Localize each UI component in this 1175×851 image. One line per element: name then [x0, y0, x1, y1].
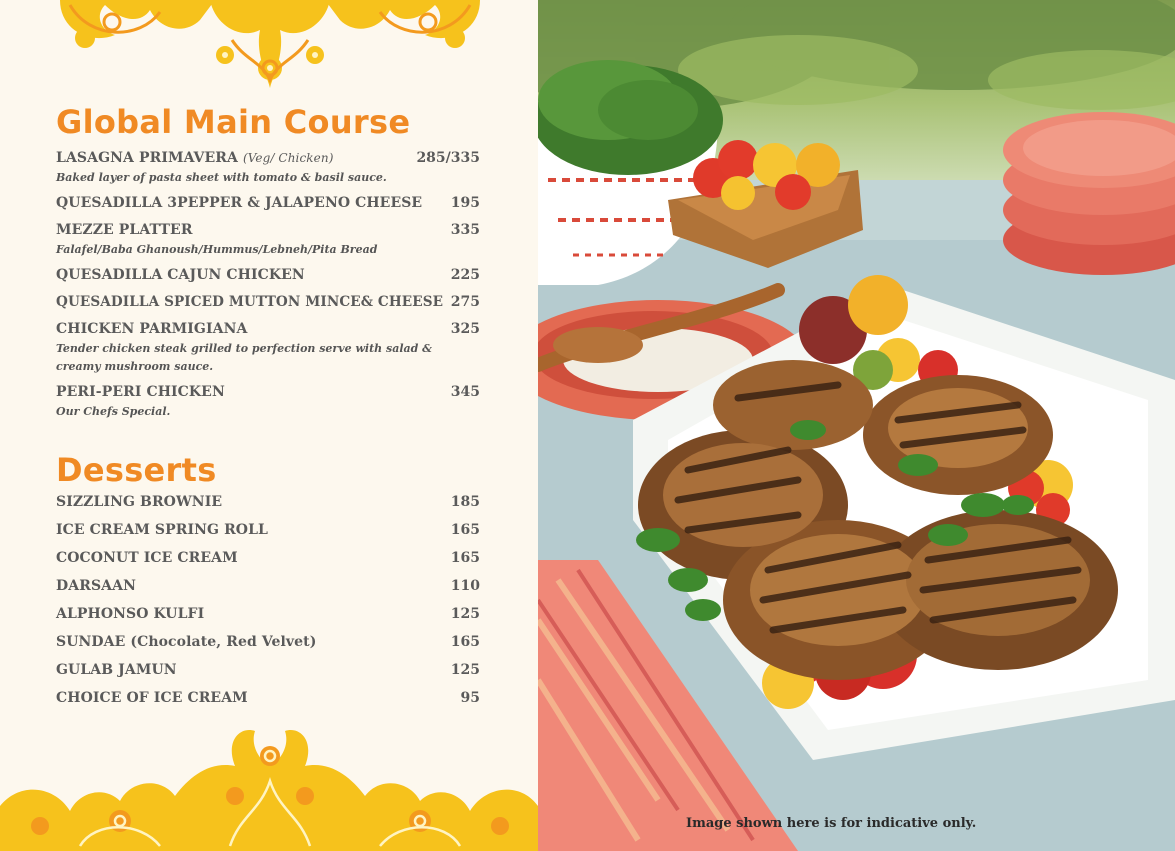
- menu-item: [56, 150, 480, 187]
- item-name: PERI-PERI CHICKEN: [56, 384, 225, 400]
- item-name: QUESADILLA 3PEPPER & JALAPENO CHEESE: [56, 195, 423, 211]
- grilled-chicken-illustration: [538, 0, 1175, 851]
- item-price: 185: [450, 494, 480, 510]
- item-description: Tender chicken steak grilled to perfection serve with salad & creamy mushroom sauce.: [56, 342, 433, 373]
- item-description: Falafel/Baba Ghanoush/Hummus/Lebneh/Pita Bread: [56, 243, 378, 256]
- item-price: 165: [450, 634, 480, 650]
- item-name: GULAB JAMUN: [56, 662, 177, 678]
- menu-item: [56, 321, 480, 376]
- menu-item: [56, 522, 480, 541]
- item-price: 325: [450, 321, 480, 337]
- main-course-list: [56, 150, 480, 421]
- desserts-heading: Desserts: [56, 451, 217, 489]
- menu-panel: [0, 0, 538, 851]
- menu-item: [56, 550, 480, 569]
- item-price: 285/335: [416, 150, 480, 166]
- item-name-wrapper: [56, 150, 333, 166]
- item-price: 165: [450, 522, 480, 538]
- item-price: 110: [450, 578, 480, 594]
- item-name: ALPHONSO KULFI: [56, 606, 205, 622]
- item-price: 225: [450, 267, 480, 283]
- menu-item: [56, 634, 480, 653]
- desserts-list: [56, 494, 480, 709]
- item-name: SUNDAE (Chocolate, Red Velvet): [56, 634, 317, 650]
- item-name: CHOICE OF ICE CREAM: [56, 690, 248, 706]
- item-name: LASAGNA PRIMAVERA: [56, 150, 238, 166]
- item-name: COCONUT ICE CREAM: [56, 550, 238, 566]
- menu-item: [56, 494, 480, 513]
- food-photo: [538, 0, 1175, 851]
- menu-item: [56, 195, 480, 214]
- menu-item: [56, 294, 480, 313]
- top-floral-ornament: [0, 0, 538, 95]
- main-course-heading: Global Main Course: [56, 103, 411, 141]
- item-price: 335: [450, 222, 480, 238]
- item-name: DARSAAN: [56, 578, 136, 594]
- item-note: (Veg/ Chicken): [242, 151, 334, 165]
- menu-item: [56, 222, 480, 259]
- item-name: SIZZLING BROWNIE: [56, 494, 223, 510]
- item-price: 125: [450, 606, 480, 622]
- menu-item: [56, 267, 480, 286]
- disclaimer-text: Image shown here is for indicative only.: [686, 816, 977, 831]
- item-price: 95: [460, 690, 480, 706]
- item-price: 125: [450, 662, 480, 678]
- item-name: CHICKEN PARMIGIANA: [56, 321, 248, 337]
- item-price: 195: [450, 195, 480, 211]
- item-name: QUESADILLA SPICED MUTTON MINCE& CHEESE: [56, 294, 444, 310]
- item-price: 165: [450, 550, 480, 566]
- item-name: ICE CREAM SPRING ROLL: [56, 522, 268, 538]
- menu-item: [56, 690, 480, 709]
- item-price: 275: [450, 294, 480, 310]
- item-name: QUESADILLA CAJUN CHICKEN: [56, 267, 305, 283]
- menu-item: [56, 384, 480, 421]
- menu-item: [56, 606, 480, 625]
- item-name: MEZZE PLATTER: [56, 222, 193, 238]
- item-description: Baked layer of pasta sheet with tomato & basil sauce.: [56, 171, 387, 184]
- menu-item: [56, 578, 480, 597]
- menu-item: [56, 662, 480, 681]
- item-description: Our Chefs Special.: [56, 405, 171, 418]
- item-price: 345: [450, 384, 480, 400]
- bottom-floral-ornament: [0, 721, 538, 851]
